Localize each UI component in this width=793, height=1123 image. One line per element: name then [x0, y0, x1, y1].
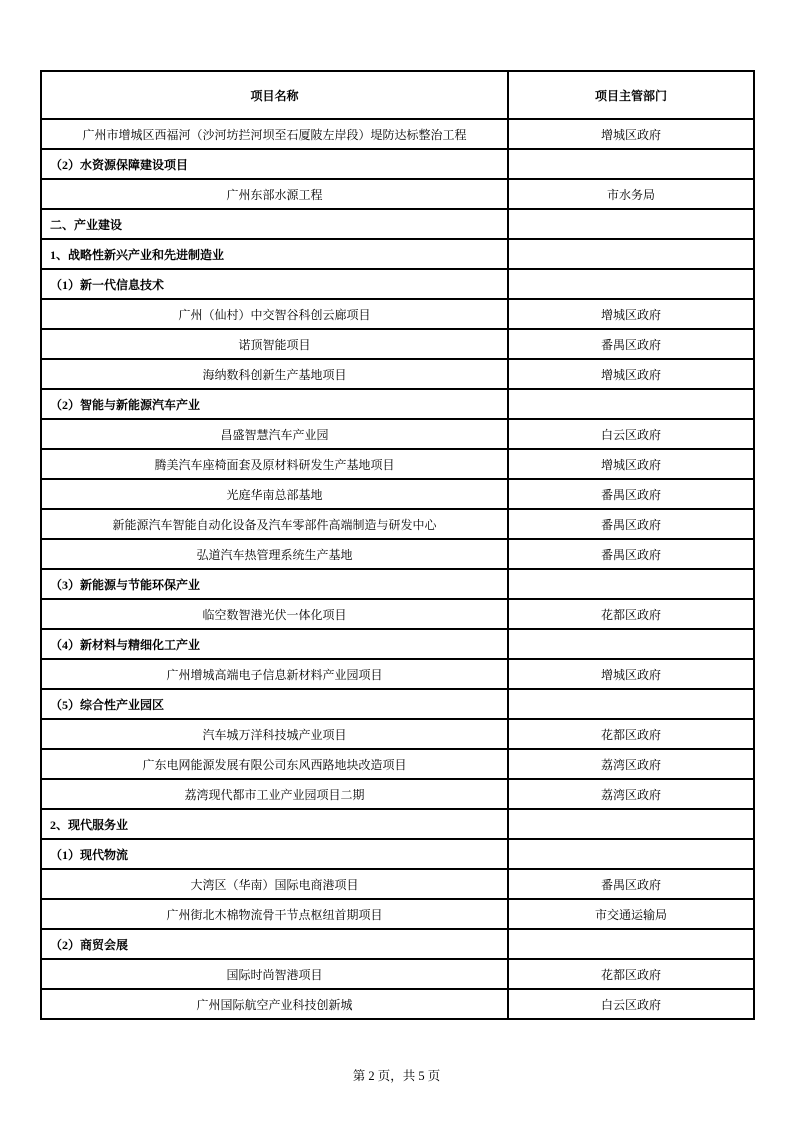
col-header-project-name: 项目名称	[41, 71, 508, 119]
section-title-cell: 1、战略性新兴产业和先进制造业	[41, 239, 508, 269]
department-cell	[508, 809, 754, 839]
section-row	[41, 929, 754, 959]
project-row	[41, 479, 754, 509]
department-cell: 增城区政府	[508, 119, 754, 149]
table-body	[41, 119, 754, 1019]
project-name-cell: 大湾区（华南）国际电商港项目	[41, 869, 508, 899]
project-name-cell: 广东电网能源发展有限公司东风西路地块改造项目	[41, 749, 508, 779]
project-name-cell: 昌盛智慧汽车产业园	[41, 419, 508, 449]
department-cell: 增城区政府	[508, 449, 754, 479]
table-header-row	[41, 71, 754, 119]
project-row	[41, 599, 754, 629]
section-row	[41, 839, 754, 869]
project-row	[41, 359, 754, 389]
department-cell: 市交通运输局	[508, 899, 754, 929]
department-cell: 番禺区政府	[508, 329, 754, 359]
department-cell: 番禺区政府	[508, 539, 754, 569]
project-row	[41, 719, 754, 749]
project-row	[41, 659, 754, 689]
project-row	[41, 179, 754, 209]
section-row	[41, 239, 754, 269]
project-name-cell: 广州增城高端电子信息新材料产业园项目	[41, 659, 508, 689]
department-cell: 增城区政府	[508, 299, 754, 329]
department-cell: 番禺区政府	[508, 479, 754, 509]
section-title-cell: 二、产业建设	[41, 209, 508, 239]
project-name-cell: 临空数智港光伏一体化项目	[41, 599, 508, 629]
project-row	[41, 509, 754, 539]
department-cell	[508, 839, 754, 869]
project-name-cell: 诺顶智能项目	[41, 329, 508, 359]
department-cell	[508, 239, 754, 269]
department-cell	[508, 569, 754, 599]
col-header-department: 项目主管部门	[508, 71, 754, 119]
section-title-cell: 2、现代服务业	[41, 809, 508, 839]
section-row	[41, 809, 754, 839]
department-cell: 市水务局	[508, 179, 754, 209]
section-title-cell: （2）水资源保障建设项目	[41, 149, 508, 179]
project-row	[41, 419, 754, 449]
project-name-cell: 广州（仙村）中交智谷科创云廊项目	[41, 299, 508, 329]
section-row	[41, 209, 754, 239]
section-title-cell: （1）新一代信息技术	[41, 269, 508, 299]
department-cell: 花都区政府	[508, 599, 754, 629]
project-name-cell: 广州街北木棉物流骨干节点枢纽首期项目	[41, 899, 508, 929]
project-name-cell: 新能源汽车智能自动化设备及汽车零部件高端制造与研发中心	[41, 509, 508, 539]
project-name-cell: 腾美汽车座椅面套及原材料研发生产基地项目	[41, 449, 508, 479]
department-cell: 荔湾区政府	[508, 749, 754, 779]
section-title-cell: （5）综合性产业园区	[41, 689, 508, 719]
section-title-cell: （4）新材料与精细化工产业	[41, 629, 508, 659]
project-name-cell: 国际时尚智港项目	[41, 959, 508, 989]
project-row	[41, 779, 754, 809]
department-cell	[508, 629, 754, 659]
project-row	[41, 959, 754, 989]
projects-table	[40, 70, 755, 1020]
section-title-cell: （1）现代物流	[41, 839, 508, 869]
project-row	[41, 329, 754, 359]
department-cell: 增城区政府	[508, 659, 754, 689]
department-cell	[508, 269, 754, 299]
section-row	[41, 629, 754, 659]
project-row	[41, 869, 754, 899]
department-cell: 荔湾区政府	[508, 779, 754, 809]
department-cell	[508, 209, 754, 239]
department-cell: 番禺区政府	[508, 869, 754, 899]
department-cell: 花都区政府	[508, 719, 754, 749]
project-name-cell: 汽车城万洋科技城产业项目	[41, 719, 508, 749]
section-row	[41, 149, 754, 179]
section-row	[41, 689, 754, 719]
page-number-footer: 第 2 页，共 5 页	[352, 1069, 441, 1083]
section-row	[41, 569, 754, 599]
section-row	[41, 269, 754, 299]
department-cell	[508, 389, 754, 419]
section-title-cell: （3）新能源与节能环保产业	[41, 569, 508, 599]
section-row	[41, 389, 754, 419]
project-name-cell: 广州市增城区西福河（沙河坊拦河坝至石厦陂左岸段）堤防达标整治工程	[41, 119, 508, 149]
department-cell: 增城区政府	[508, 359, 754, 389]
project-name-cell: 光庭华南总部基地	[41, 479, 508, 509]
project-name-cell: 荔湾现代都市工业产业园项目二期	[41, 779, 508, 809]
project-name-cell: 广州国际航空产业科技创新城	[41, 989, 508, 1019]
project-name-cell: 海纳数科创新生产基地项目	[41, 359, 508, 389]
project-row	[41, 449, 754, 479]
project-row	[41, 989, 754, 1019]
project-row	[41, 749, 754, 779]
section-title-cell: （2）商贸会展	[41, 929, 508, 959]
department-cell: 花都区政府	[508, 959, 754, 989]
department-cell	[508, 929, 754, 959]
project-row	[41, 899, 754, 929]
department-cell: 白云区政府	[508, 419, 754, 449]
section-title-cell: （2）智能与新能源汽车产业	[41, 389, 508, 419]
project-row	[41, 299, 754, 329]
department-cell: 白云区政府	[508, 989, 754, 1019]
project-name-cell: 广州东部水源工程	[41, 179, 508, 209]
project-name-cell: 弘道汽车热管理系统生产基地	[41, 539, 508, 569]
project-row	[41, 539, 754, 569]
department-cell	[508, 689, 754, 719]
project-row	[41, 119, 754, 149]
department-cell: 番禺区政府	[508, 509, 754, 539]
department-cell	[508, 149, 754, 179]
